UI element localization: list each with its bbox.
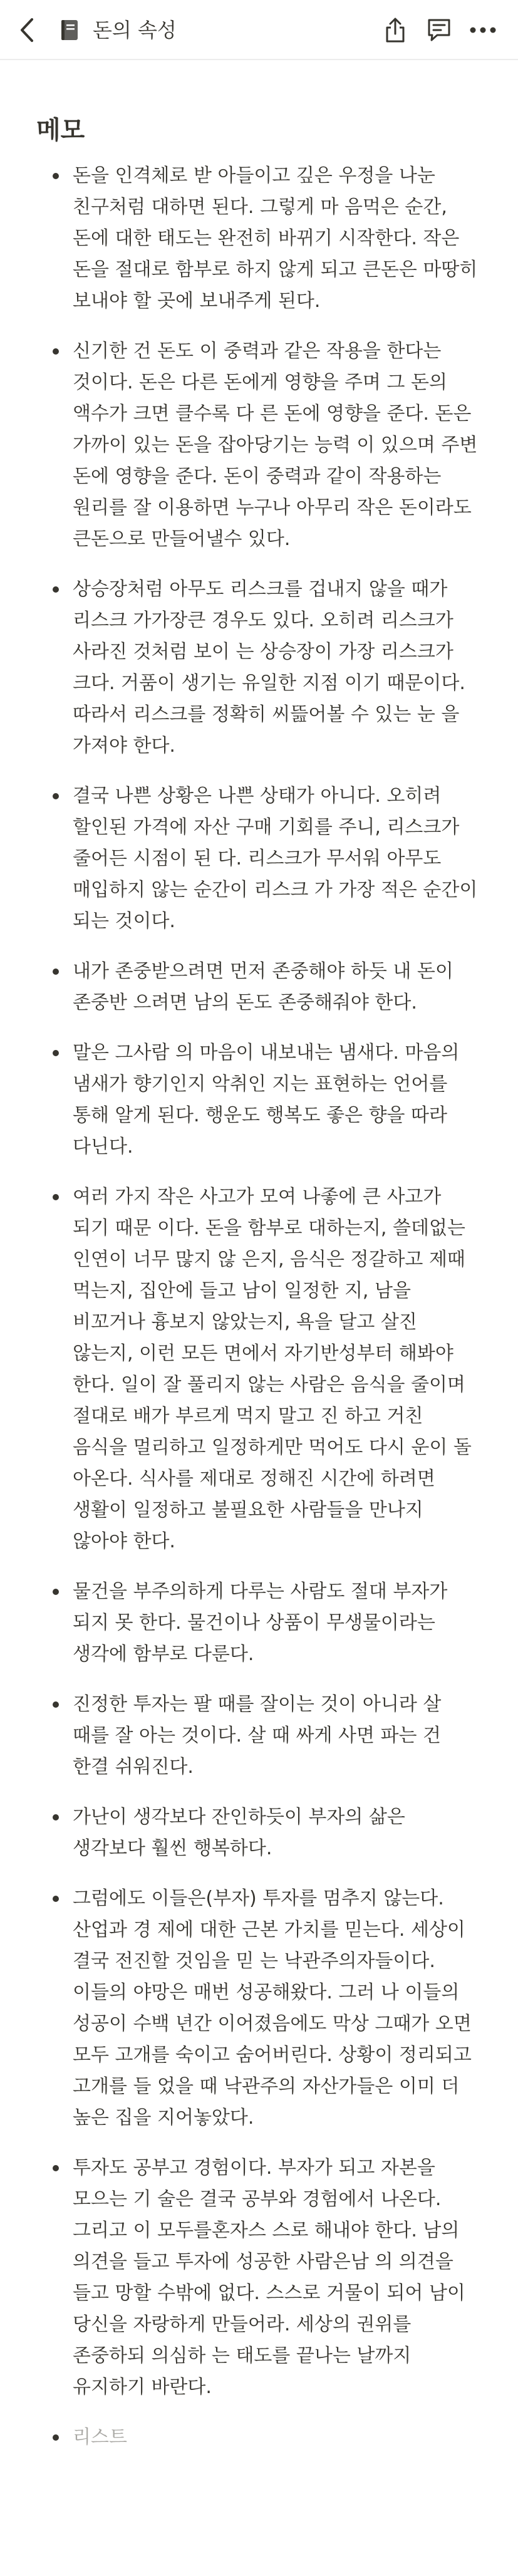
list-item-text: 신기한 건 돈도 이 중력과 같은 작용을 한다는 것이다. 돈은 다른 돈에게 영향을 주며 그 돈의 액수가 크면 클수록 다 른 돈에 영향을 준다. 돈은 가까이 있는 돈을 잡아당기는 능력 이 있으며 주변 돈에 영향을 준다. 돈이 중력과 같이 작용하는 원리를 잘 이용하면 누구나 아무리 작은 돈이라도 큰돈으로 만들어낼수 있다. [73, 340, 478, 550]
more-icon [469, 26, 497, 34]
share-button[interactable] [376, 14, 414, 46]
bullet-icon [53, 1194, 59, 1200]
comment-icon [426, 18, 452, 43]
more-options-button[interactable] [464, 14, 502, 46]
memo-bullet-list [0, 160, 518, 2472]
list-item-placeholder: 리스트 [73, 2426, 127, 2448]
bullet-icon [53, 969, 59, 975]
list-item[interactable] [0, 1037, 518, 1163]
list-item[interactable] [0, 160, 518, 317]
header-actions [370, 14, 502, 46]
top-navigation-bar [0, 0, 518, 60]
share-icon [384, 17, 407, 43]
list-item-text: 결국 나쁜 상황은 나쁜 상태가 아니다. 오히려 할인된 가격에 자산 구매 기회를 주니, 리스크가 줄어든 시점이 된 다. 리스크가 무서워 아무도 매입하지 않는 순간이 리스크 가 가장 적은 순간이 되는 것이다. [73, 785, 478, 932]
bullet-icon [53, 2165, 59, 2171]
list-item-text: 그럼에도 이들은(부자) 투자를 멈추지 않는다. 산업과 경 제에 대한 근본 가치를 믿는다. 세상이 결국 전진할 것임을 믿 는 낙관주의자들이다. 이들의 야망은 매번 성공해왔다. 그러 나 이들의 성공이 수백 년간 이어졌음에도 막상 그때가 오면 모두 고개를 숙이고 숨어버린다. 상황이 정리되고 고개를 들 었을 때 낙관주의 자산가들은 이미 더 높은 집을 지어놓았다. [73, 1888, 472, 2129]
bullet-icon [53, 1050, 59, 1056]
list-item[interactable] [0, 1182, 518, 1557]
bullet-icon [53, 1814, 59, 1820]
list-item[interactable] [0, 956, 518, 1019]
list-item-text: 말은 그사람 의 마음이 내보내는 냄새다. 마음의 냄새가 향기인지 악취인 지는 표현하는 언어를 통해 알게 된다. 행운도 행복도 좋은 향을 따라 다닌다. [73, 1042, 460, 1158]
list-item[interactable] [0, 1802, 518, 1864]
back-button[interactable] [11, 13, 43, 48]
list-item[interactable] [0, 1576, 518, 1670]
bullet-icon [53, 1896, 59, 1902]
list-item[interactable] [0, 574, 518, 762]
list-item-text: 여러 가지 작은 사고가 모여 나좋에 큰 사고가 되기 때문 이다. 돈을 함부로 대하는지, 쓸데없는 인연이 너무 많지 않 은지, 음식은 정갈하고 제때 먹는지, 집안에 들고 남이 일정한 지, 남을 비꼬거나 흉보지 않았는지, 욕을 달고 살진 않는지, 이런 모든 면에서 자기반성부터 해봐야 한다. 일이 잘 풀리지 않는 사람은 음식을 줄이며 절대로 배가 부르게 먹지 말고 진 하고 거친 음식을 멀리하고 일정하게만 먹어도 다시 운이 돌 아온다. 식사를 제대로 정해진 시간에 하려면 생활이 일정하고 불필요한 사람들을 만나지 않아야 한다. [73, 1186, 472, 1552]
comments-button[interactable] [420, 14, 458, 46]
list-item[interactable] [0, 2153, 518, 2403]
list-item-text: 물건을 부주의하게 다루는 사람도 절대 부자가 되지 못 한다. 물건이나 상품이 무생물이라는 생각에 함부로 다룬다. [73, 1581, 448, 1665]
bullet-icon [53, 1589, 59, 1595]
list-item[interactable] [0, 1883, 518, 2134]
list-item-text: 진정한 투자는 팔 때를 잘이는 것이 아니라 살 때를 잘 아는 것이다. 살 때 싸게 사면 파는 건 한결 쉬워진다. [73, 1693, 442, 1778]
empty-list-item[interactable] [0, 2422, 518, 2453]
bullet-icon [53, 173, 59, 179]
bullet-icon [53, 793, 59, 799]
document-icon [58, 18, 83, 43]
list-item[interactable] [0, 781, 518, 937]
chevron-left-icon [19, 18, 35, 43]
bullet-icon [53, 586, 59, 593]
bullet-icon [53, 348, 59, 355]
list-item-text: 내가 존중받으려면 먼저 존중해야 하듯 내 돈이 존중반 으려면 남의 돈도 존중해줘야 한다. [73, 960, 453, 1014]
bullet-icon [53, 2434, 59, 2441]
list-item[interactable] [0, 1689, 518, 1783]
list-item-text: 투자도 공부고 경험이다. 부자가 되고 자본을 모으는 기 술은 결국 공부와 경험에서 나온다. 그리고 이 모두를혼자스 스로 해내야 한다. 남의 의견을 들고 투자에 성공한 사람은남 의 의견을 들고 망할 수밖에 없다. 스스로 거물이 되어 남이 당신을 자랑하게 만들어라. 세상의 권위를 존중하되 의심하 는 태도를 끝나는 날까지 유지하기 바란다. [73, 2157, 465, 2398]
list-item-text: 돈을 인격체로 받 아들이고 깊은 우정을 나눈 친구처럼 대하면 된다. 그렇게 마 음먹은 순간, 돈에 대한 태도는 완전히 바뀌기 시작한다. 작은 돈을 절대로 함부로 하지 않게 되고 큰돈은 마땅히 보내야 할 곳에 보내주게 된다. [73, 165, 478, 312]
bullet-icon [53, 1701, 59, 1708]
list-item-text: 가난이 생각보다 잔인하듯이 부자의 삶은 생각보다 훨씬 행복하다. [73, 1806, 405, 1859]
page-title: 돈의 속성 [93, 18, 177, 42]
list-item[interactable] [0, 336, 518, 555]
section-heading: 메모 [36, 116, 85, 145]
list-item-text: 상승장처럼 아무도 리스크를 겁내지 않을 때가 리스크 가가장큰 경우도 있다. 오히려 리스크가 사라진 것처럼 보이 는 상승장이 가장 리스크가 크다. 거품이 생기는 유일한 지점 이기 때문이다. 따라서 리스크를 정확히 씨뜶어볼 수 있는 눈 을 가져야 한다. [73, 578, 465, 757]
